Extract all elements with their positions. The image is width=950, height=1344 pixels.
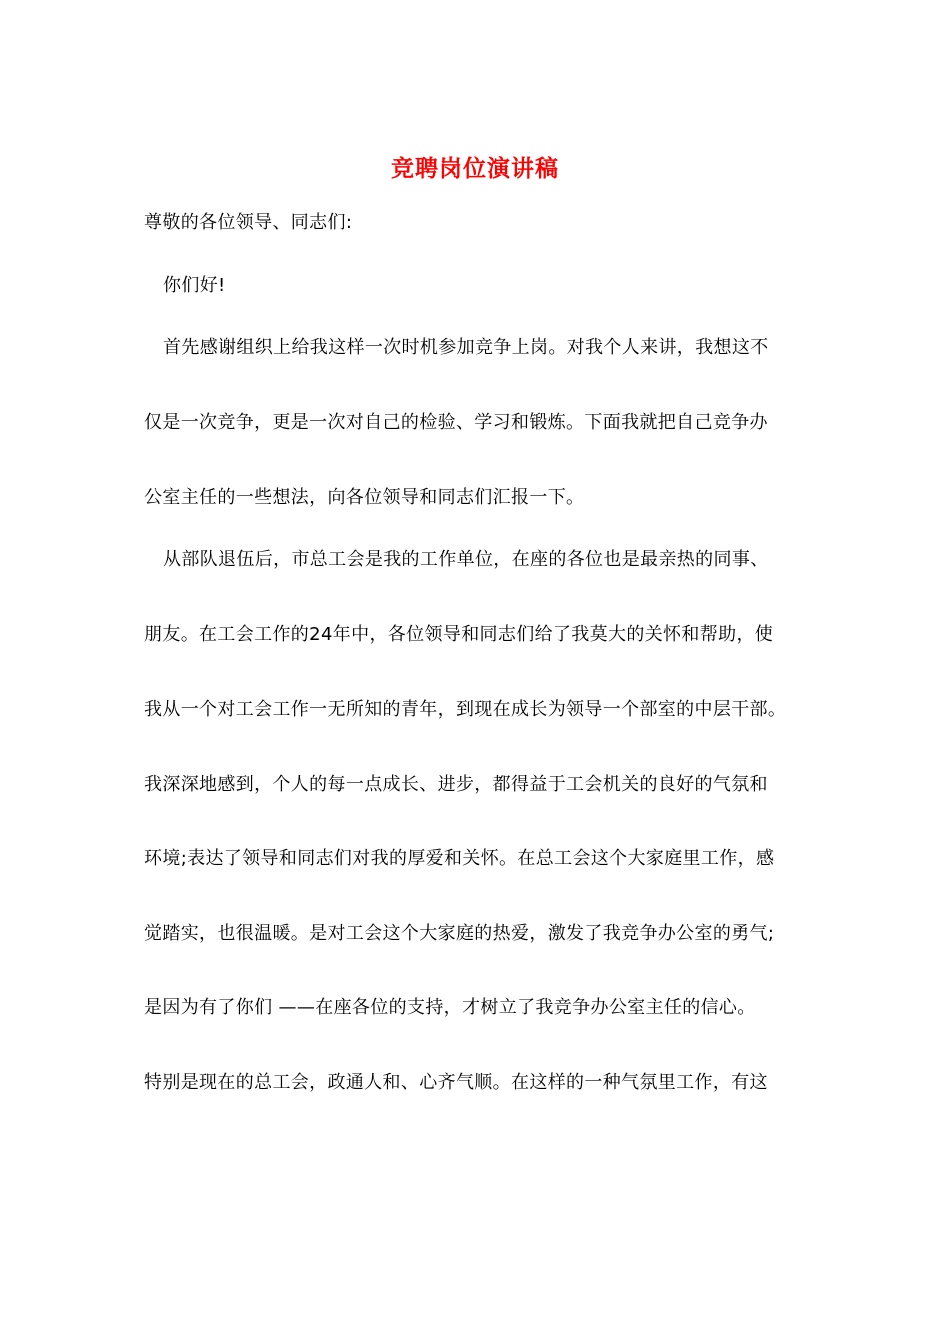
body-line: 是因为有了你们 ——在座各位的支持，才树立了我竞争办公室主任的信心。 [144,997,756,1018]
body-line: 朋友。在工会工作的24年中，各位领导和同志们给了我莫大的关怀和帮助，使 [144,624,774,645]
salutation: 尊敬的各位领导、同志们: [144,212,353,233]
body-line: 特别是现在的总工会，政通人和、心齐气顺。在这样的一种气氛里工作，有这 [144,1072,768,1093]
body-line: 我从一个对工会工作一无所知的青年，到现在成长为领导一个部室的中层干部。 [144,699,787,720]
body-line: 我深深地感到，个人的每一点成长、进步，都得益于工会机关的良好的气氛和 [144,774,768,795]
body-line: 环境;表达了领导和同志们对我的厚爱和关怀。在总工会这个大家庭里工作，感 [144,848,775,869]
body-line: 公室主任的一些想法，向各位领导和同志们汇报一下。 [144,487,585,508]
document-title: 竞聘岗位演讲稿 [391,155,559,182]
body-line: 首先感谢组织上给我这样一次时机参加竞争上岗。对我个人来讲，我想这不 [163,337,769,358]
body-line: 觉踏实，也很温暖。是对工会这个大家庭的热爱，激发了我竞争办公室的勇气; [144,923,775,944]
body-line: 从部队退伍后，市总工会是我的工作单位，在座的各位也是最亲热的同事、 [163,549,769,570]
body-line: 仅是一次竞争，更是一次对自己的检验、学习和锻炼。下面我就把自己竞争办 [144,412,768,433]
greeting: 你们好! [163,275,226,296]
